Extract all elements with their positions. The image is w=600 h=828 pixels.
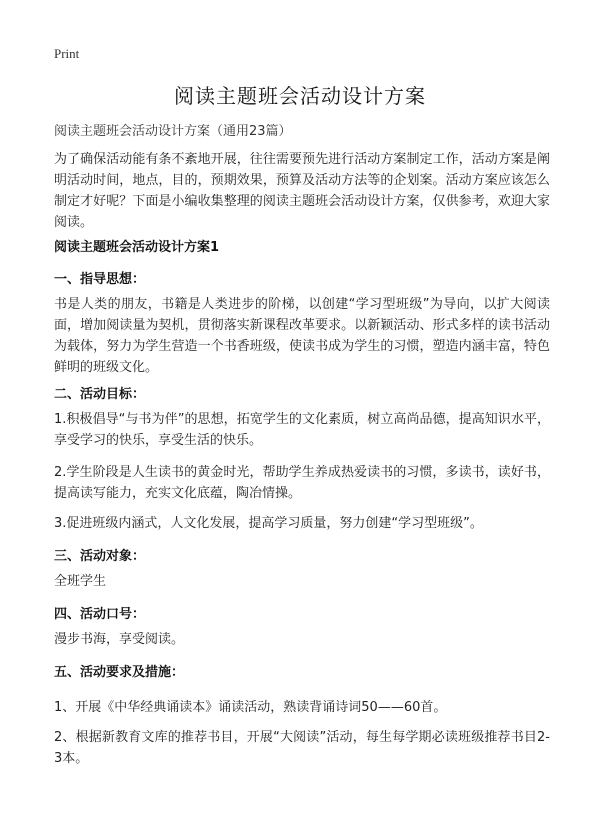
print-link[interactable]: Print [54, 46, 80, 61]
guiding-thought-paragraph: 书是人类的朋友，书籍是人类进步的阶梯，以创建“学习型班级”为导向，以扩大阅读面，增加阅读量为契机，贯彻落实新课程改革要求。以新颖活动、形式多样的读书活动为载体，努力为学生营造一个书香班级，使读书成为学生的习惯，塑造内涵丰富，特色鲜明的班级文化。 [54, 297, 550, 375]
goal-item-3: 3.促进班级内涵式，人文化发展，提高学习质量，努力创建“学习型班级”。 [54, 516, 483, 531]
goal-item-2: 2.学生阶段是人生读书的黄金时光，帮助学生养成热爱读书的习惯，多读书，读好书，提高读写能力，充实文化底蕴，陶冶情操。 [54, 465, 550, 501]
goal-item-1: 1.积极倡导“与书为伴”的思想，拓宽学生的文化素质，树立高尚品德，提高知识水平，享受学习的快乐，享受生活的快乐。 [54, 412, 550, 448]
document-title: 阅读主题班会活动设计方案 [174, 84, 426, 108]
heading-audience: 三、活动对象： [54, 549, 146, 564]
heading-goals: 二、活动目标： [54, 387, 146, 402]
requirement-item-1: 1、开展《中华经典诵读本》诵读活动，熟读背诵诗词50——60首。 [54, 700, 447, 715]
slogan-paragraph: 漫步书海，享受阅读。 [54, 632, 185, 647]
heading-slogan: 四、活动口号： [54, 607, 146, 622]
audience-paragraph: 全班学生 [54, 574, 107, 589]
heading-guiding-thought: 一、指导思想： [54, 272, 146, 287]
section-title: 阅读主题班会活动设计方案1 [54, 240, 220, 255]
document-subtitle: 阅读主题班会活动设计方案（通用23篇） [54, 124, 292, 139]
requirement-item-2: 2、根据新教育文库的推荐书目，开展“大阅读”活动，每生每学期必读班级推荐书目2-3本。 [54, 730, 550, 766]
heading-requirements: 五、活动要求及措施： [54, 665, 185, 680]
intro-paragraph: 为了确保活动能有条不紊地开展，往往需要预先进行活动方案制定工作，活动方案是阐明活动时间，地点，目的，预期效果，预算及活动方法等的企划案。活动方案应该怎么制定才好呢？下面是小编收集整理的阅读主题班会活动设计方案，仅供参考，欢迎大家阅读。 [54, 152, 550, 230]
